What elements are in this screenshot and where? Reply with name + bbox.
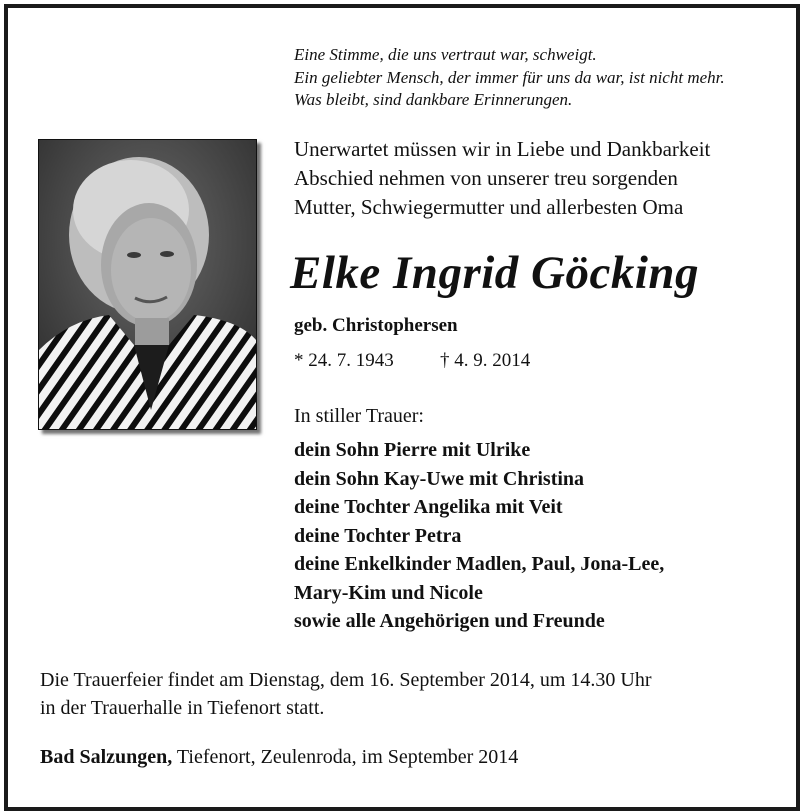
mourner-line: deine Tochter Petra <box>294 524 462 547</box>
mourner-line: deine Enkelkinder Madlen, Paul, Jona-Lee, <box>294 553 665 575</box>
mourner-line: Mary-Kim und Nicole <box>294 581 483 604</box>
portrait-photo <box>38 139 257 430</box>
place-town: Bad Salzungen, <box>40 746 173 768</box>
quote-line: Was bleibt, sind dankbare Erinnerungen. <box>294 90 573 109</box>
service-line: in der Trauerhalle in Tiefenort statt. <box>40 697 325 719</box>
birth-name: geb. Christophersen <box>294 315 458 336</box>
intro-text <box>294 135 764 222</box>
mourners-list <box>294 436 664 636</box>
intro-line: Mutter, Schwiegermutter und allerbesten Oma <box>294 195 684 219</box>
place-and-date <box>40 746 518 769</box>
quote-line: Ein geliebter Mensch, der immer für uns da war, ist nicht mehr. <box>294 67 725 87</box>
service-line: Die Trauerfeier findet am Dienstag, dem 16. September 2014, um 14.30 Uhr <box>40 669 652 691</box>
deceased-name: Elke Ingrid Göcking <box>290 247 700 299</box>
portrait-illustration <box>39 140 256 429</box>
mourner-line: sowie alle Angehörigen und Freunde <box>294 610 605 632</box>
mourner-line: dein Sohn Pierre mit Ulrike <box>294 439 531 461</box>
intro-line: Unerwartet müssen wir in Liebe und Dankbarkeit <box>294 137 711 161</box>
mourner-line: deine Tochter Angelika mit Veit <box>294 496 563 518</box>
intro-line: Abschied nehmen von unserer treu sorgenden <box>294 166 678 190</box>
memorial-quote <box>294 44 774 112</box>
life-dates <box>294 350 530 372</box>
mourner-line: dein Sohn Kay-Uwe mit Christina <box>294 467 585 490</box>
funeral-service-info <box>40 666 760 722</box>
mourning-label: In stiller Trauer: <box>294 405 424 427</box>
birth-date: * 24. 7. 1943 <box>294 350 394 371</box>
place-rest: Tiefenort, Zeulenroda, im September 2014 <box>172 746 519 768</box>
death-date: † 4. 9. 2014 <box>440 350 531 371</box>
quote-line: Eine Stimme, die uns vertraut war, schweigt. <box>294 45 597 64</box>
